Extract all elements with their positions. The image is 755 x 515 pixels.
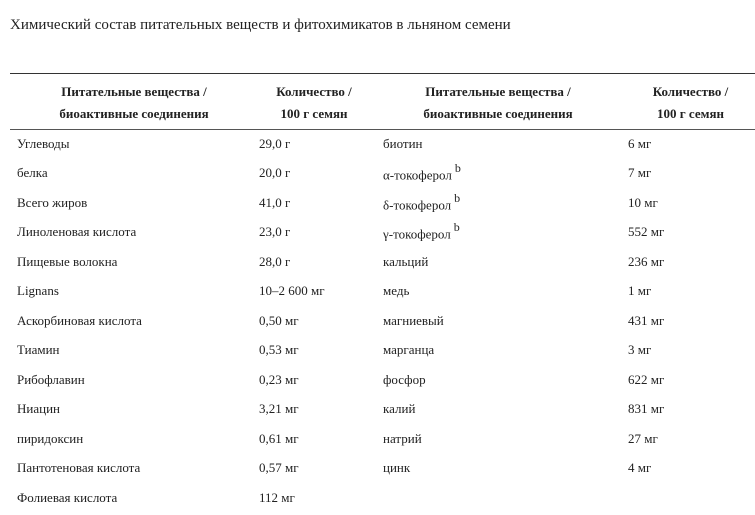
nutrient-amount-2: 4 мг [628,460,652,476]
table-row [10,129,755,159]
nutrient-name-2-text: медь [383,283,410,299]
nutrient-amount-2: 3 мг [628,342,652,358]
header-amount-2: Количество / 100 г семян [652,83,729,121]
nutrient-name-2-text: α-токоферол [383,167,452,183]
nutrient-name-2-text: марганца [383,342,435,358]
nutrient-amount: 0,23 мг [259,371,299,387]
nutrient-name-2 [370,365,626,395]
header-nutrient-1: Питательные вещества / биоактивные соединения [59,83,209,121]
nutrient-amount-2: 622 мг [628,371,665,387]
table-row [10,247,755,277]
nutrient-name-2 [370,129,626,159]
nutrient-name: белка [17,165,48,181]
table-row [10,365,755,395]
nutrient-name-2-text: δ-токоферол [383,196,452,212]
nutrient-amount-2: 1 мг [628,283,652,299]
table-row [10,159,755,189]
nutrient-name-2 [370,306,626,336]
table-row [10,277,755,307]
nutrient-amount: 10–2 600 мг [259,283,325,299]
nutrient-name: Пищевые волокна [17,253,118,269]
nutrient-amount-2: 6 мг [628,135,652,151]
nutrient-name: Тиамин [17,342,60,358]
table-row [10,188,755,218]
footnote-marker: b [453,220,460,235]
nutrient-name-2 [370,277,626,307]
nutrient-amount: 28,0 г [259,253,291,269]
footnote-marker: b [454,161,461,176]
nutrient-amount-2: 552 мг [628,224,665,240]
nutrient-name: Рибофлавин [17,371,85,387]
nutrient-name: Фолиевая кислота [17,489,118,505]
nutrient-amount: 29,0 г [259,135,291,151]
nutrient-name-2 [370,218,626,248]
table-row [10,483,755,513]
nutrient-name-2 [370,247,626,277]
table-row [10,336,755,366]
nutrient-amount: 41,0 г [259,194,291,210]
nutrient-name-2-text: калий [383,401,416,417]
nutrient-amount: 3,21 мг [259,401,299,417]
nutrient-name-2 [370,454,626,484]
nutrient-amount: 0,50 мг [259,312,299,328]
header-amount-1: Количество / 100 г семян [276,83,352,121]
table-body [10,129,755,513]
nutrient-amount-2: 236 мг [628,253,665,269]
table-row [10,395,755,425]
nutrient-name-2-text: γ-токоферол [383,226,451,242]
table-caption: Химический состав питательных веществ и фитохимикатов в льняном семени [10,17,511,33]
nutrient-name: Lignans [17,283,59,299]
table-row [10,306,755,336]
nutrient-amount: 0,53 мг [259,342,299,358]
nutrient-name-2 [370,188,626,218]
nutrient-name-2 [370,159,626,189]
footnote-marker: b [454,190,461,205]
nutrient-amount: 0,57 мг [259,460,299,476]
table-row [10,424,755,454]
nutrient-amount-2: 7 мг [628,165,652,181]
nutrient-name-2-text: цинк [383,460,411,476]
nutrient-name: пиридоксин [17,430,84,446]
nutrient-amount-2 [626,483,755,513]
nutrient-name-2 [370,424,626,454]
nutrient-amount-2: 27 мг [628,430,658,446]
nutrient-name-2-text: фосфор [383,371,426,387]
table-header-row [10,74,755,129]
nutrient-amount-2: 831 мг [628,401,665,417]
nutrient-name-2 [370,395,626,425]
nutrient-table [10,74,755,513]
nutrient-amount-2: 431 мг [628,312,665,328]
table-row [10,454,755,484]
nutrient-name-2-text: магниевый [383,312,444,328]
nutrient-name: Углеводы [17,135,70,151]
nutrient-amount: 0,61 мг [259,430,299,446]
nutrient-name: Ниацин [17,401,60,417]
nutrient-amount: 23,0 г [259,224,291,240]
nutrient-amount: 20,0 г [259,165,291,181]
header-nutrient-2: Питательные вещества / биоактивные соединения [423,83,573,121]
nutrient-name: Аскорбиновая кислота [17,312,142,328]
nutrient-amount-2: 10 мг [628,194,658,210]
nutrient-amount: 112 мг [259,489,295,505]
nutrient-name: Пантотеновая кислота [17,460,141,476]
nutrient-name: Линоленовая кислота [17,224,137,240]
nutrient-name: Всего жиров [17,194,88,210]
nutrient-name-2-text: биотин [383,135,423,151]
table-row [10,218,755,248]
nutrient-name-2 [370,336,626,366]
nutrient-name-2-text: кальций [383,253,429,269]
nutrient-name-2-text: натрий [383,430,422,446]
nutrient-name-2 [370,483,626,513]
